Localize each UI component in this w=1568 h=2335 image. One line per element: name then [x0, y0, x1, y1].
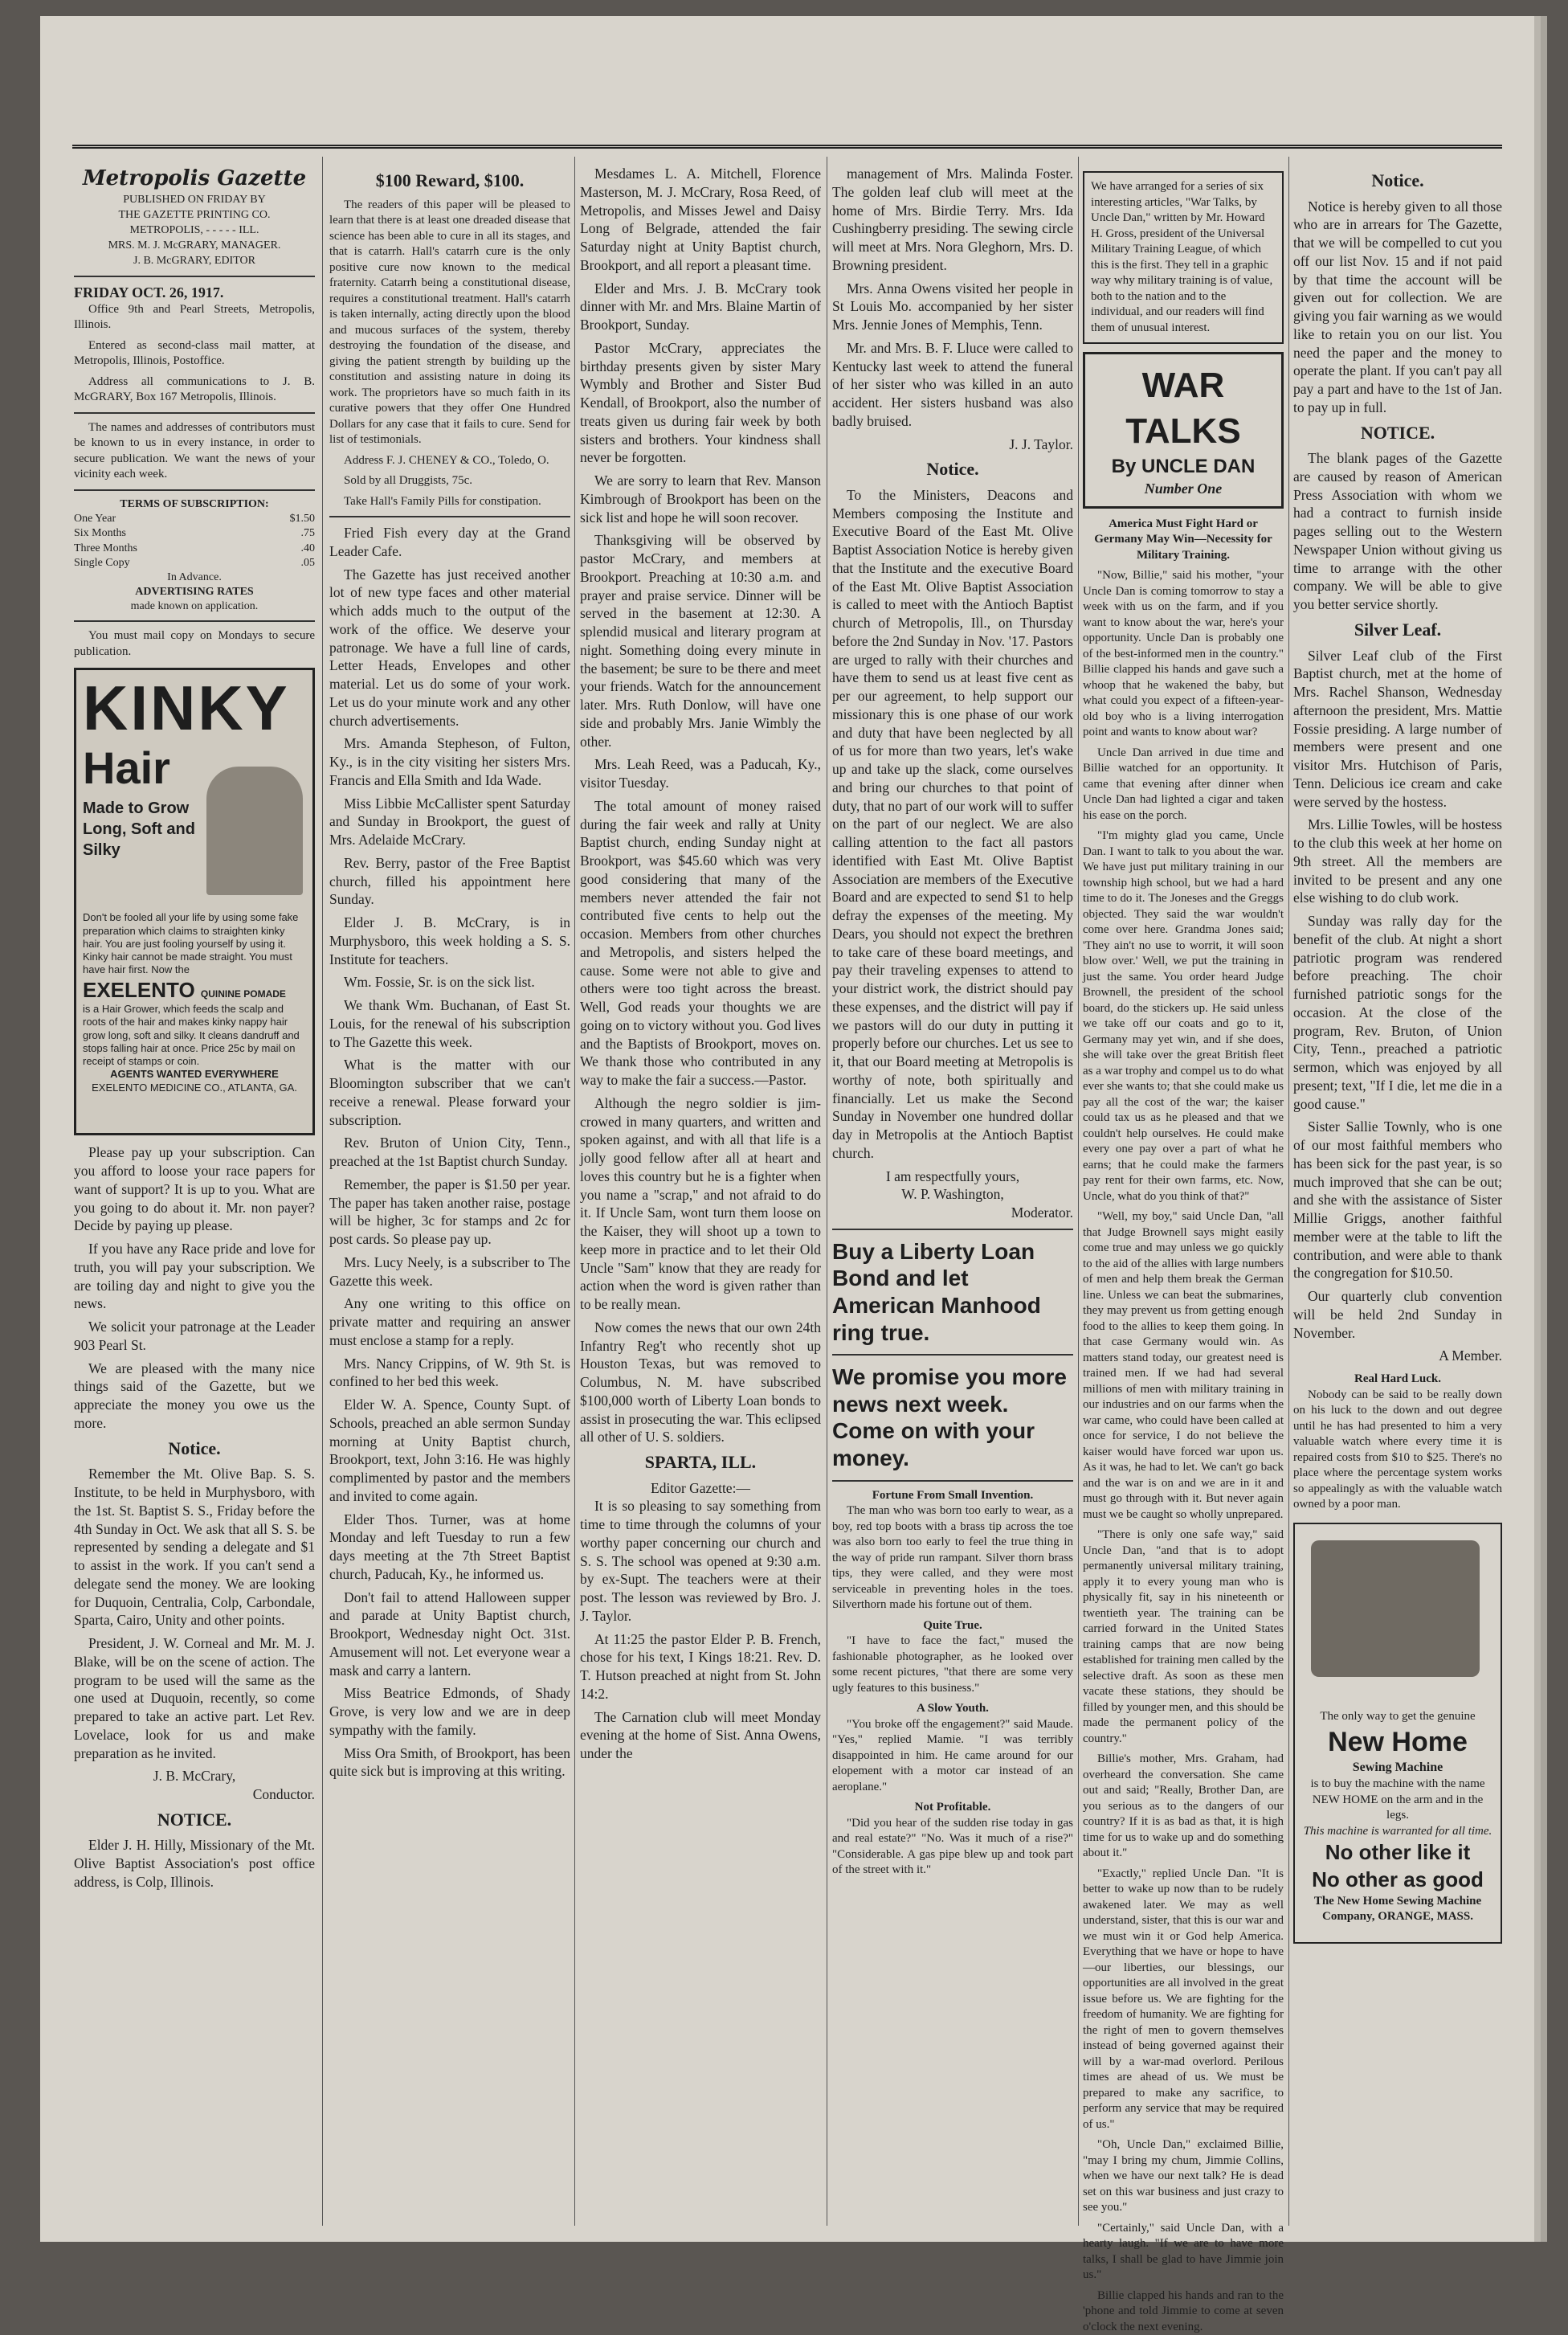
paragraph: "I have to face the fact," mused the fashionable photographer, as he looked over some recent pictures, "that there are some very ugly features to this business."	[832, 1634, 1073, 1695]
notice-heading: NOTICE.	[1360, 422, 1435, 443]
paragraph: Elder J. B. McCrary, is in Murphysboro, this week holding a S. S. Institute for teachers.	[329, 914, 570, 967]
war-talks-byline: By UNCLE DAN	[1111, 456, 1256, 478]
silver-leaf-heading: Silver Leaf.	[1354, 619, 1442, 640]
advertising-text: made known on application.	[130, 600, 259, 613]
signature: Conductor.	[252, 1786, 315, 1803]
terms-advance: In Advance.	[167, 570, 222, 583]
war-talks-header	[1083, 352, 1284, 509]
paragraph: Wm. Fossie, Sr. is on the sick list.	[344, 974, 535, 991]
column-rule	[1078, 157, 1079, 2226]
paragraph: Elder Thos. Turner, was at home Monday and left Tuesday to run a few days meeting at the 7th Street Baptist church, Paducah, Ky., he informed us.	[329, 1511, 570, 1582]
paragraph: If you have any Race pride and love for truth, you will pay your subscription. We are toiling day and night to give you the news.	[74, 1241, 315, 1312]
paragraph: management of Mrs. Malinda Foster. The golden leaf club will meet at the home of Mrs. Birdie Terry. Mrs. Ida Cushingberry presiding. The sewing circle will meet at Mrs. Nora Gleghorn, Mrs. D. Browning president.	[832, 166, 1073, 273]
paragraph: We are sorry to learn that Rev. Manson Kimbrough of Brookport has been on the sick list and hope he will soon recover.	[580, 472, 821, 525]
signature: A Member.	[1439, 1347, 1502, 1364]
column-5	[1083, 165, 1284, 2333]
kinky-sub: Made to Grow Long, Soft and Silky	[83, 799, 195, 860]
paragraph: Sister Sallie Townly, who is one of our most faithful members who has been sick for the past year, is so much improved that she can be out; and she with the assistance of Sister Millie Griggs, another faithful member were at the table to lift the contribution, and were able to thank the congregation for $10.50.	[1293, 1118, 1502, 1282]
paragraph: Notice is hereby given to all those who are in arrears for The Gazette, that we will be compelled to cut you off our list Nov. 15 and if not paid by that time the account will be given out for collection. We are giving you fair warning as we would like to retain you on our list. You need the paper and the money to operate the plant. If you can't pay all pay a part and have to the 1st of Jan. to pay up in full.	[1293, 198, 1502, 415]
paragraph: Our quarterly club convention will be held 2nd Sunday in November.	[1293, 1288, 1502, 1341]
paragraph: "Well, my boy," said Uncle Dan, "all that Judge Brownell says might easily come true and may unless we go quickly to the aid of the allies with large numbers of men and help them break the German line. Unless we can beat the submarines, they may prevent us from getting enough food to the allies to keep them going. In that case Germany would win. As matters stand today, our greatest need is trained men. If we had had several millions of men with military training in our industries and on our farms when the war came, who could have been called at once for service, I do not believe the kaiser would have forced war upon us. As it was, he had to let. We can't go back and the war is on and we are in it and must go through with it. But never again must we be caught so wholly unprepared.	[1083, 1210, 1284, 1521]
issue-date: FRIDAY OCT. 26, 1917.	[74, 284, 224, 301]
masthead-line: MRS. M. J. McGRARY, MANAGER.	[108, 239, 281, 251]
paragraph: Silver Leaf club of the First Baptist church, met at the home of Mrs. Rachel Shanson, Wednesday afternoon the president, Mrs. Mattie Fossie presiding. A large number of members were present and one visitor Mrs. Hutchison of Paris, Tenn. Delicious ice cream and cake were served by the hostess.	[1293, 647, 1502, 810]
sub-heading: Quite True.	[923, 1618, 982, 1632]
new-home-name: New Home	[1328, 1727, 1468, 1758]
paragraph: Mrs. Leah Reed, was a Paducah, Ky., visitor Tuesday.	[580, 756, 821, 791]
paragraph: The total amount of money raised during the fair week and rally at Unity Baptist church, ending Sunday night at Brookport, was $45.60 which was very good considering that many of the members never attended the fair not contributed five cents to help out the occasion. Members from other churches and Metropolis, and sisters helped the cause. Some were not able to give and others were too tight across the breast. Well, God reads your thoughts we are going on to victory without you. God lives and the Baptists of Brookport, moves on. We thank those who contributed in any way to make the fair a success.—Pastor.	[580, 797, 821, 1088]
paragraph: Don't fail to attend Halloween supper and parade at Unity Baptist church, Brookport, Wednesday night Oct. 31st. Amusement will not. Let everyone wear a mask and carry a lantern.	[329, 1589, 570, 1679]
notice-heading: Notice.	[926, 459, 979, 480]
war-talks-subtitle: America Must Fight Hard or Germany May Win—Necessity for Military Training.	[1094, 517, 1272, 562]
paragraph: Elder W. A. Spence, County Supt. of Schools, preached an able sermon Sunday morning at Unity Baptist church, Brookport, text, John 3:16. He was highly complimented by pastor and the members and invited to come again.	[329, 1397, 570, 1504]
signature: Moderator.	[1011, 1204, 1073, 1221]
paragraph: Remember, the paper is $1.50 per year. The paper has taken another raise, postage will be higher, 3c for stamps and 2c for post cards. So please pay up.	[329, 1176, 570, 1248]
paragraph: "You broke off the engagement?" said Maude. "Yes," replied Mamie. "I was terribly disappointed in him. He came around for our elopement with a motor car instead of an aeroplane."	[832, 1717, 1073, 1793]
salutation: Editor Gazette:—	[651, 1479, 750, 1496]
paragraph: Thanksgiving will be observed by pastor McCrary, and members at Brookport. Preaching at 10:30 a.m. and prayer and praise service. Dinner will be served in the basement at 12:30. A splendid musical and literary program at night. Something doing every minute in the basement; be sure to be there and meet your friends. Watch for the announcement later. Mrs. Ruth Donlow, will have one side and probably Mrs. Janie Wimbly the other.	[580, 532, 821, 750]
paragraph: President, J. W. Corneal and Mr. M. J. Blake, will be on the scene of action. The program to be used will the same as the one used at Duquoin, recently, so come prepared to take an active part. Let Rev. Lovelace, look for us and make preparation as he invited.	[74, 1635, 315, 1761]
paper-name: Metropolis Gazette	[82, 166, 307, 190]
paragraph: Take Hall's Family Pills for constipation.	[344, 494, 541, 508]
paragraph: Mrs. Lillie Towles, will be hostess to the club this week at her home on 9th street. All the members are invited to be present and any one else wishing to do club work.	[1293, 816, 1502, 906]
paragraph: Mr. and Mrs. B. F. Lluce were called to Kentucky last week to attend the funeral of her sister who was killed in an auto accident. Her sisters husband was also badly bruised.	[832, 339, 1073, 429]
contributors-notice: The names and addresses of contributors must be known to us in every instance, in order to secure publication. We want the news of your vicinity each week.	[74, 420, 315, 481]
closing: I am respectfully yours,	[885, 1168, 1020, 1184]
paragraph: Now comes the news that our own 24th Infantry Reg't who recently shot up Houston Texas, but was removed to Columbus, N. M. have subscribed $100,000 worth of Liberty Loan bonds to assist in prosecuting the war. This eclipsed all other of U. S. soldiers.	[580, 1319, 821, 1446]
terms-row: One Year $1.50	[74, 513, 315, 525]
sub-heading: Fortune From Small Invention.	[872, 1488, 1034, 1502]
sewing-machine-icon	[1311, 1540, 1480, 1677]
paragraph: It is so pleasing to say something from time to time through the columns of your worthy paper concerning our church and S. S. The school was opened at 9:30 a.m. by ex-Supt. The teachers were at their post. The lesson was reviewed by Bro. J. J. Taylor.	[580, 1498, 821, 1624]
reward-heading: $100 Reward, $100.	[375, 170, 525, 190]
masthead	[74, 165, 315, 269]
paragraph: Elder J. H. Hilly, Missionary of the Mt. Olive Baptist Association's post office address, is Colp, Illinois.	[74, 1837, 315, 1890]
paragraph: Uncle Dan arrived in due time and Billie watched for an opportunity. It came that evening after dinner when Uncle Dan had lighted a cigar and taken his ease on the porch.	[1083, 746, 1284, 822]
paragraph: The blank pages of the Gazette are caused by reason of American Press Association with whom we had a contract to furnish inside pages selling out to the Western Newspaper Union without giving us time to arrange with the other company. We will be able to give you better service shortly.	[1293, 450, 1502, 613]
paragraph: Sunday was rally day for the benefit of the club. At night a short patriotic program was rendered before preaching. The choir furnished patriotic songs for the occasion. At the close of the program, Rev. Bruton, of Union City, Tenn., preached a patriotic sermon, which was enjoyed by all present; text, "If I die, let me die in a good cause."	[1293, 913, 1502, 1112]
paragraph: "I'm mighty glad you came, Uncle Dan. I want to talk to you about the war. We have just put military training in our township high school, but we had a hard time to do it. The Joneses and the Greggs objected. They said the war wouldn't come over here. Grandma Jones said; 'They ain't no use to worrit, it will soon blow over.' Well, we put the training in just the same. You order heard Judge Brownell, the president of the school board, do the stickers up. He said unless we take off our coats and go to it, Germany may yet win, and if she does, she will take over the great British fleet as a war trophy and compel us to do what ever she wants to; that she could make us pay all the cost of the war; the kaiser could tax us as he pleased and that we couldn't help ourselves. He could make every one pay over a part of what he earns; that he could make the farmers pay rent for their own farms, etc. Now, Uncle, what do you think of that?"	[1083, 829, 1284, 1203]
sub-heading: A Slow Youth.	[917, 1702, 989, 1715]
signature: J. B. McCrary,	[153, 1768, 236, 1785]
paragraph: Miss Ora Smith, of Brookport, has been quite sick but is improving at this writing.	[329, 1744, 570, 1780]
paragraph: At 11:25 the pastor Elder P. B. French, chose for his text, I Kings 18:21. Rev. D. T. Hutson preached at night from St. John 14:2.	[580, 1630, 821, 1702]
sub-heading: Not Profitable.	[914, 1801, 991, 1814]
paragraph: Rev. Bruton of Union City, Tenn., preached at the 1st Baptist church Sunday.	[329, 1135, 570, 1170]
kinky-hair-ad	[74, 668, 315, 1135]
column-rule	[574, 157, 575, 2226]
column-rule	[1288, 157, 1289, 2226]
paragraph: The Carnation club will meet Monday evening at the home of Sist. Anna Owens, under the	[580, 1708, 821, 1762]
column-rule	[322, 157, 323, 2226]
exelento-brand: EXELENTO QUININE POMADE	[83, 977, 286, 1002]
column-4	[832, 165, 1073, 2226]
liberty-loan-ad: Buy a Liberty Loan Bond and let American Manhood ring true.	[832, 1238, 1041, 1345]
paragraph: Mrs. Anna Owens visited her people in St Louis Mo. accompanied by her sister Mrs. Jennie Jones of Memphis, Tenn.	[832, 280, 1073, 333]
paragraph: Although the negro soldier is jim-crowed in many quarters, and written and spoken against, and with all that life is a jolly good fellow after all at heart and loves this country but he is a fighter when you name a "scrap," and not afraid to do it. If Uncle Sam, wont turn them loose on the Kaiser, they will shoot up a town to keep more in practice and to let their Old Uncle "Sam" know that they are ready for action when the word is given rather than to be really mean.	[580, 1094, 821, 1312]
notice-heading: Notice.	[168, 1437, 221, 1458]
paragraph: "Did you hear of the sudden rise today in gas and real estate?" "No. Was it much of a rise?" "Considerable. A gas pipe blew up and took part of the street with it."	[832, 1816, 1073, 1877]
war-talks-title: WAR TALKS	[1125, 366, 1241, 452]
paragraph: Please pay up your subscription. Can you afford to loose your race papers for want of support? It is up to you. What are you going to do about it. Mr. non payer? Decide by paying up please.	[74, 1144, 315, 1234]
terms-row: Six Months .75	[74, 527, 315, 540]
paragraph: The Gazette has just received another lot of new type faces and other material which adds much to the output of the work of the office. We deserve your patronage. We have a full line of cards, Letter Heads, Envelopes and other material. Let us do some of your work. Let us do your minute work and any other church advertisements.	[329, 566, 570, 729]
news-promise-ad: We promise you more news next week. Come on with your money.	[832, 1364, 1068, 1470]
entered-notice: Entered as second-class mail matter, at Metropolis, Illinois, Postoffice.	[74, 338, 315, 368]
paragraph: What is the matter with our Bloomington subscriber that we can't receive a renewal. Please forward your subscription.	[329, 1057, 570, 1128]
advertising-title: ADVERTISING RATES	[135, 586, 254, 599]
paragraph: Fried Fish every day at the Grand Leader Cafe.	[329, 525, 570, 559]
signature: J. J. Taylor.	[1009, 436, 1073, 452]
paragraph: "Exactly," replied Uncle Dan. "It is better to wake up now than to be rudely awakened later. We may as well understand, sister, that this is our war and we must win it or God help America. Everything that we have or hope to have—our liberties, our blessings, our opportunities are all involved in the great issue before us. We are fighting for the freedom of humanity. We are fighting for the right of men to govern themselves instead of being governed against their will by a war-mad overlord. Perilous times are ahead of us. We must be prepared to make any sacrifice, to perform any service that may be required of us."	[1083, 1867, 1284, 2131]
signature: W. P. Washington,	[901, 1186, 1004, 1203]
kinky-hair: Hair	[83, 742, 170, 794]
paragraph: Elder and Mrs. J. B. McCrary took dinner with Mr. and Mrs. Blaine Martin of Brookport, Sunday.	[580, 280, 821, 333]
paragraph: The man who was born too early to wear, as a boy, red top boots with a brass tip across the toe was also born too early to feel the true thing in the way of pride run rampant. Silver thorn brass tips, they were called, and they were most serviceable in preventing holes in the toes. Silverthorn made his fortune out of them.	[832, 1504, 1073, 1612]
paragraph: Pastor McCrary, appreciates the birthday presents given by sister Mary Wymbly and Brother and Sister Bud Kendall, of Brookport, also the number of treats given us during fair week by both sisters and brothers. Your kindness shall never be forgotten.	[580, 339, 821, 466]
war-talks-number: Number One	[1144, 480, 1223, 497]
paragraph: Mrs. Lucy Neely, is a subscriber to The Gazette this week.	[329, 1253, 570, 1289]
paragraph: The readers of this paper will be pleased to learn that there is at least one dreaded disease that science has been able to cure in all its stages, and that is catarrh. Hall's catarrh cure is the only positive cure now known to the medical fraternity. Catarrh being a constitutional disease, requires a constitutional treatment. Hall's catarrh is taken internally, acting directly upon the blood and mucous surfaces of the system, thereby destroying the foundation of the disease, and giving the patient strength by building up the constitution and assisting nature in doing its work. The proprietors have so much faith in its curative powers that they offer One Hundred Dollars for any case that it fails to cure. Send for list of testimonials.	[329, 198, 570, 447]
paragraph: To the Ministers, Deacons and Members composing the Institute and Executive Board of the East Mt. Olive Baptist Association Notice is hereby given that the Institute and the executive Board of the East Mt. Olive Baptist Association is called to meet with the Antioch Baptist church of Metropolis, Ill., on Thursday before the 2nd Sunday in Nov. '17. Pastors are urged to rally with their churches and have them to send us at least five cent as per our agreement, to help support our missionary this is one phase of our work and duty that have been neglected by all of us for more than two years, let's wake up and take up the slack, come ourselves and bring our churches to that point of duty, that no part of our work will to suffer on the part of our neglect. We are also calling attention to the fact all pastors identified with East Mt. Olive Baptist Association are members of the Executive Board and are expected to send $1 to help defray the expenses of the meeting. My Dears, you should not expect the brethren to take care of these board meetings, and pay their traveling expenses to attend to your district work, the district should pay these expenses, and the district will pay if we pastors will do our duty in putting it properly before our churches. Let us see to it, that our Board meeting at Metropolis is worthy of note, both spiritually and financially. Let us make the Second Sunday in November one hundred dollar day in Metropolis at the Antioch Baptist church.	[832, 486, 1073, 1161]
sparta-heading: SPARTA, ILL.	[644, 1452, 757, 1472]
series-announcement: We have arranged for a series of six interesting articles, "War Talks, by Uncle Dan," written by Mr. Howard H. Gross, president of the Universal Military Training League, of which this is the first. They tell in a graphic way why military training is of value, both to the nation and to the individual, and our readers will find them of unusual interest.	[1083, 171, 1284, 344]
sub-heading: Real Hard Luck.	[1354, 1372, 1441, 1386]
terms-of-subscription	[74, 497, 315, 615]
notice-heading: NOTICE.	[157, 1809, 232, 1830]
paragraph: Any one writing to this office on private matter and requiring an answer must enclose a stamp for a reply.	[329, 1295, 570, 1348]
paragraph: Mesdames L. A. Mitchell, Florence Masterson, M. J. McCrary, Rosa Reed, of Metropolis, and Misses Jewel and Daisy Long of Belgrade, attended the fair Saturday night at Unity Baptist church, Brookport, and all report a pleasant time.	[580, 166, 821, 273]
paragraph: "There is only one safe way," said Uncle Dan, "and that is to adopt permanently universal military training, apply it to every young man who is physically fit, say in his nineteenth or twentieth year. The training can be carried forward in the United States training camps that are now being established for training men called by the selective draft. As soon as these men vacate these stations, they should be filled by younger men, and this should be made the permanent policy of the country."	[1083, 1528, 1284, 1745]
paragraph: We are pleased with the many nice things said of the Gazette, but we appreciate the money you owe us the more.	[74, 1360, 315, 1431]
paragraph: We solicit your patronage at the Leader 903 Pearl St.	[74, 1319, 315, 1353]
column-6	[1293, 165, 1502, 2226]
masthead-line: J. B. McGRARY, EDITOR	[133, 254, 255, 267]
paragraph: We thank Wm. Buchanan, of East St. Louis, for the renewal of his subscription to The Gazette this week.	[329, 997, 570, 1050]
paragraph: "Now, Billie," said his mother, "your Uncle Dan is coming tomorrow to stay a week with us on the farm, and if you want to know about the war, here's your opportunity. Uncle Dan is probably one of the best-informed men in the country." Billie clapped his hands and gave such a whoop that he wakened the baby, but what could you expect of a fifteen-year-old boy who is a living interrogation point and wants to know about war?	[1083, 569, 1284, 739]
kinky-title: KINKY	[83, 673, 290, 744]
top-rule	[72, 145, 1502, 149]
paragraph: Miss Libbie McCallister spent Saturday and Sunday in Brookport, the guest of Mrs. Adelaide McCrary.	[329, 795, 570, 849]
woman-portrait-icon	[206, 767, 303, 895]
paragraph: Nobody can be said to be really down on his luck to the down and out degree until he has had presented to him a very valuable watch where every time it is repaired costs from $10 to $25. There's no place where the percentage system works so appealingly as with the valuable watch owned by a poor man.	[1293, 1388, 1502, 1511]
masthead-line: THE GAZETTE PRINTING CO.	[118, 208, 271, 221]
office-address: Office 9th and Pearl Streets, Metropolis, Illinois.	[74, 302, 315, 332]
masthead-line: PUBLISHED ON FRIDAY BY	[123, 194, 266, 207]
newspaper-page	[40, 16, 1534, 2333]
paragraph: Remember the Mt. Olive Bap. S. S. Institute, to be held in Murphysboro, with the 1st. St. Baptist S. S., Friday before the 4th Sunday in Oct. We ask that all S. S. be represented by sending a delegate and $1 to assist in the work. If you can't send a delegate send the money. We are looking for Duquoin, Centralia, Colp, Carbondale, Sparta, Cairo, Unity and other points.	[74, 1466, 315, 1629]
paragraph: Billie clapped his hands and ran to the 'phone and told Jimmie to come at seven o'clock the next evening.	[1083, 2288, 1284, 2333]
column-2	[329, 165, 570, 2226]
paragraph: Sold by all Druggists, 75c.	[344, 474, 472, 488]
paragraph: Billie's mother, Mrs. Graham, had overheard the conversation. She came out and said; "Really, Brother Dan, are you serious as to the dangers of our country? If it is as bad as that, it is high time for us to wake up and do something about it."	[1083, 1752, 1284, 1860]
kinky-body: Don't be fooled all your life by using some fake preparation which claims to straighten kinky hair. You are just fooling yourself by using it. Kinky hair cannot be made straight. You must have hair first. Now the EXELENTO QUININE POMADE is a Hair Grower, which feeds the scalp and roots of the hair and makes kinky nappy hair grow long, soft and silky. It cleans dandruff and stops falling hair at once. Price 25c by mail on receipt of stamps or coin. AGENTS WANTED EVERYWHERE EXELENTO MEDICINE CO., ATLANTA, GA.	[83, 911, 306, 1094]
terms-row: Three Months .40	[74, 542, 315, 554]
terms-row: Single Copy .05	[74, 556, 315, 569]
masthead-line: METROPOLIS, - - - - - ILL.	[129, 223, 259, 236]
paragraph: Mrs. Amanda Stepheson, of Fulton, Ky., is in the city visiting her sisters Mrs. Francis and Ella Smith and Ida Wade.	[329, 735, 570, 788]
notice-heading: Notice.	[1371, 170, 1424, 190]
column-1	[74, 165, 315, 2226]
mail-notice: You must mail copy on Mondays to secure publication.	[74, 629, 315, 658]
paragraph: Mrs. Nancy Crippins, of W. 9th St. is confined to her bed this week.	[329, 1355, 570, 1390]
new-home-sewing-ad: The only way to get the genuine New Home Sewing Machine is to buy the machine with the name NEW HOME on the arm and in the legs. This machine is warranted for all time. No other like it No other as good The New Home Sewing Machine Company, ORANGE, MASS.	[1293, 1523, 1502, 1944]
paragraph: "Certainly," said Uncle Dan, with a hearty laugh. "If we are to have more talks, I shall be glad to have Jimmie join us."	[1083, 2221, 1284, 2282]
paragraph: Miss Beatrice Edmonds, of Shady Grove, is very low and we are in deep sympathy with the family.	[329, 1685, 570, 1738]
column-3	[580, 165, 821, 2226]
address-notice: Address all communications to J. B. McGRARY, Box 167 Metropolis, Illinois.	[74, 374, 315, 404]
terms-title: TERMS OF SUBSCRIPTION:	[120, 497, 269, 510]
paragraph: "Oh, Uncle Dan," exclaimed Billie, "may I bring my chum, Jimmie Collins, when we have our next talk? He is dead set on this war business and just crazy to see you."	[1083, 2138, 1284, 2214]
paragraph: Rev. Berry, pastor of the Free Baptist church, filled his appointment here Sunday.	[329, 854, 570, 908]
paragraph: Address F. J. CHENEY & CO., Toledo, O.	[344, 453, 549, 467]
